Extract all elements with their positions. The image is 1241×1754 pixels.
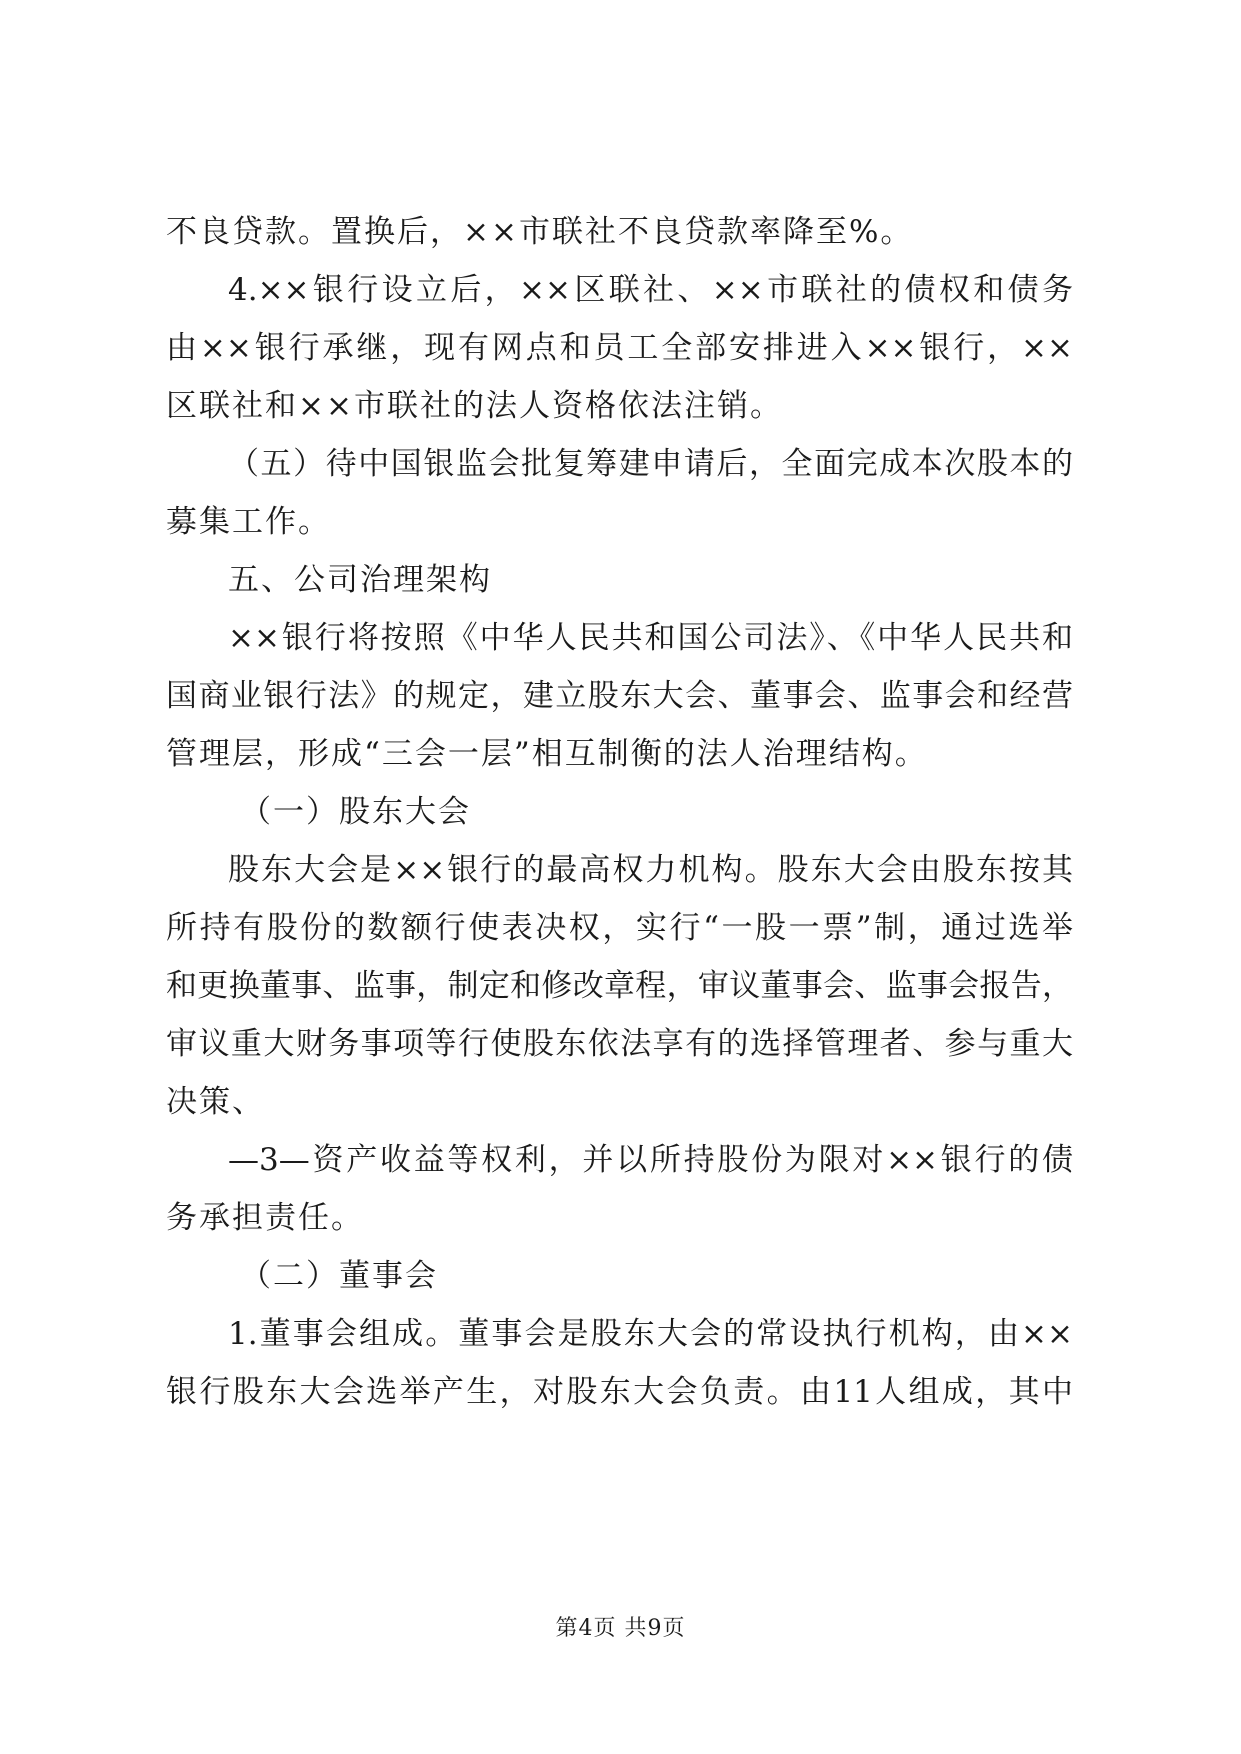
text-line: 决策、	[166, 1084, 265, 1120]
text-line: 所持有股份的数额行使表决权，实行“一股一票”制，通过选举	[166, 910, 1073, 946]
text-line: 管理层，形成“三会一层”相互制衡的法人治理结构。	[166, 736, 928, 772]
subsection-heading: （二）董事会	[240, 1258, 438, 1294]
section-heading: 五、公司治理架构	[228, 562, 492, 598]
page-footer: 第4页 共9页	[555, 1616, 686, 1641]
text-line: 务承担责任。	[166, 1200, 364, 1236]
text-line: 募集工作。	[166, 504, 331, 540]
text-line: 银行股东大会选举产生，对股东大会负责。由11人组成，其中	[166, 1374, 1073, 1410]
text-line: 审议重大财务事项等行使股东依法享有的选择管理者、参与重大	[166, 1026, 1073, 1062]
text-line: 1.董事会组成。董事会是股东大会的常设执行机构，由××	[228, 1316, 1073, 1352]
text-line: 国商业银行法》的规定，建立股东大会、董事会、监事会和经营	[166, 678, 1073, 714]
text-line: 股东大会是××银行的最高权力机构。股东大会由股东按其	[228, 852, 1073, 888]
text-line: ××银行将按照《中华人民共和国公司法》、《中华人民共和	[228, 620, 1073, 656]
text-line: —3—资产收益等权利，并以所持股份为限对××银行的债	[228, 1142, 1073, 1178]
text-line: 不良贷款。置换后，××市联社不良贷款率降至%。	[166, 214, 914, 250]
subsection-heading: （一）股东大会	[240, 794, 471, 830]
text-line: 由××银行承继，现有网点和员工全部安排进入××银行，××	[166, 330, 1073, 366]
text-line: （五）待中国银监会批复筹建申请后，全面完成本次股本的	[228, 446, 1073, 482]
text-line: 区联社和××市联社的法人资格依法注销。	[166, 388, 783, 424]
text-line: 和更换董事、监事，制定和修改章程，审议董事会、监事会报告，	[166, 968, 1073, 1004]
text-line: 4.××银行设立后，××区联社、××市联社的债权和债务	[228, 272, 1073, 308]
